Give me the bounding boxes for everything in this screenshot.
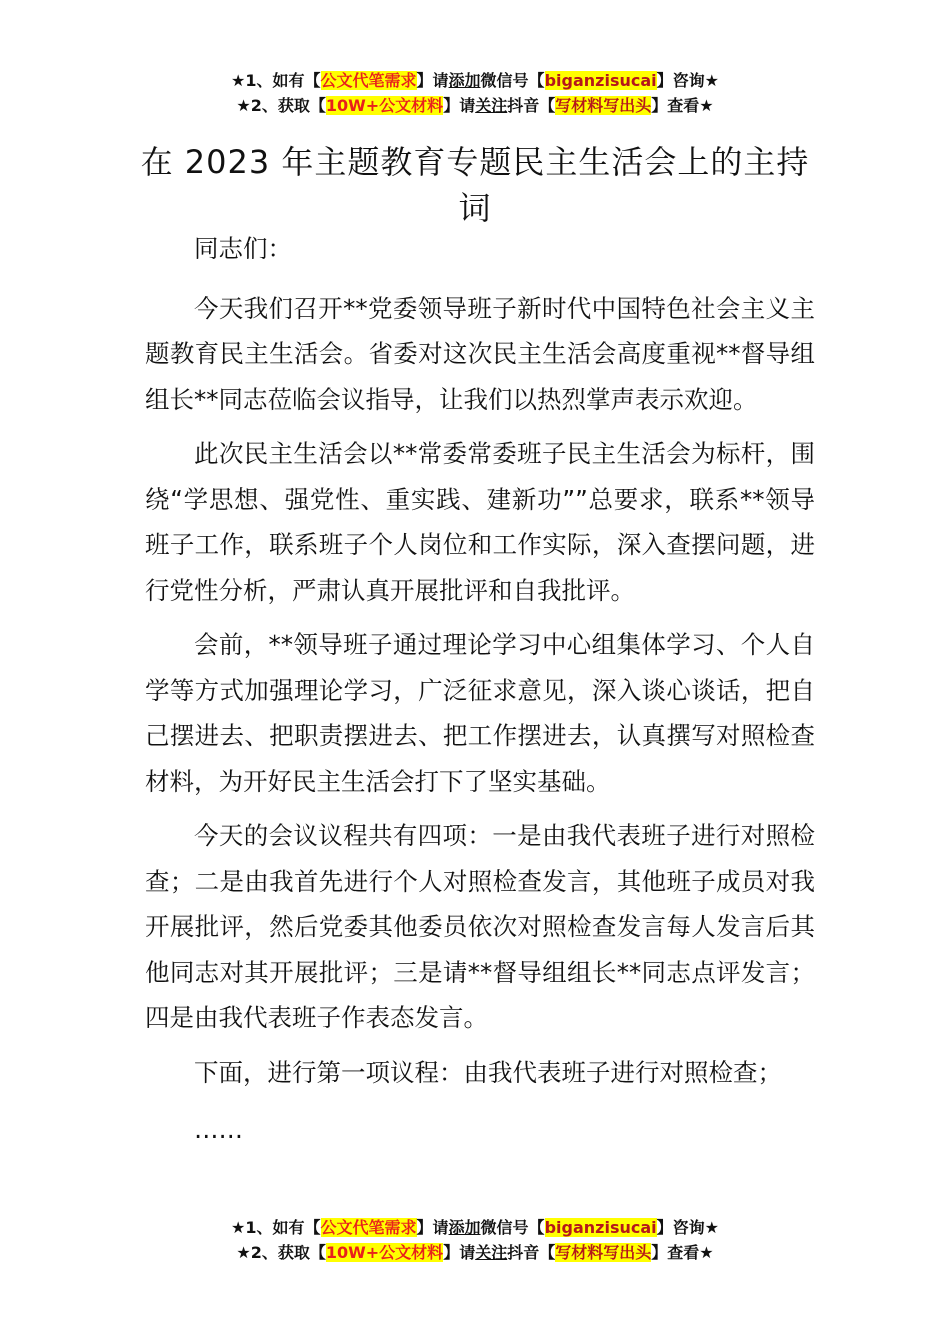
highlight-service: 公文代笔需求 (320, 1218, 417, 1237)
promo-banner-bottom (0, 1215, 950, 1265)
document-body (145, 226, 815, 1162)
promo-banner-top (0, 68, 950, 118)
greeting: 同志们： (194, 234, 292, 263)
ellipsis: …… (194, 1115, 243, 1144)
promo-line-2: ★2、获取【10W+公文材料】请关注抖音【写材料写出头】查看★ (236, 1243, 714, 1262)
promo-line-1: ★1、如有【公文代笔需求】请添加微信号【biganzisucai】咨询★ (231, 1218, 719, 1237)
paragraph-5: 下面，进行第一项议程：由我代表班子进行对照检查； (194, 1057, 782, 1087)
highlight-wechat-id: biganzisucai (544, 1218, 657, 1237)
document-title: 在 2023 年主题教育专题民主生活会上的主持词 (140, 143, 810, 228)
paragraph-4: 今天的会议议程共有四项：一是由我代表班子进行对照检查；二是由我首先进行个人对照检查发言，其他班子成员对我开展批评，然后党委其他委员依次对照检查发言每人发言后其他同志对其开展批评；三是请**督导组组长**同志点评发言；四是由我代表班子作表态发言。 (145, 821, 815, 1032)
paragraph-1: 今天我们召开**党委领导班子新时代中国特色社会主义主题教育民主生活会。省委对这次民主生活会高度重视**督导组组长**同志莅临会议指导，让我们以热烈掌声表示欢迎。 (145, 293, 815, 414)
paragraph-2: 此次民主生活会以**常委常委班子民主生活会为标杆，围绕“学思想、强党性、重实践、建新功””总要求，联系**领导班子工作，联系班子个人岗位和工作实际，深入查摆问题，进行党性分析，严肃认真开展批评和自我批评。 (145, 439, 815, 605)
promo-line-2: ★2、获取【10W+公文材料】请关注抖音【写材料写出头】查看★ (236, 96, 714, 115)
highlight-service: 公文代笔需求 (320, 71, 417, 90)
promo-line-1: ★1、如有【公文代笔需求】请添加微信号【biganzisucai】咨询★ (231, 71, 719, 90)
highlight-wechat-id: biganzisucai (544, 71, 657, 90)
highlight-materials: 10W+公文材料 (325, 96, 444, 115)
highlight-materials: 10W+公文材料 (325, 1243, 444, 1262)
paragraph-3: 会前，**领导班子通过理论学习中心组集体学习、个人自学等方式加强理论学习，广泛征求意见，深入谈心谈话，把自己摆进去、把职责摆进去、把工作摆进去，认真撰写对照检查材料，为开好民主生活会打下了坚实基础。 (145, 630, 815, 796)
highlight-douyin: 写材料写出头 (555, 1243, 652, 1262)
highlight-douyin: 写材料写出头 (555, 96, 652, 115)
